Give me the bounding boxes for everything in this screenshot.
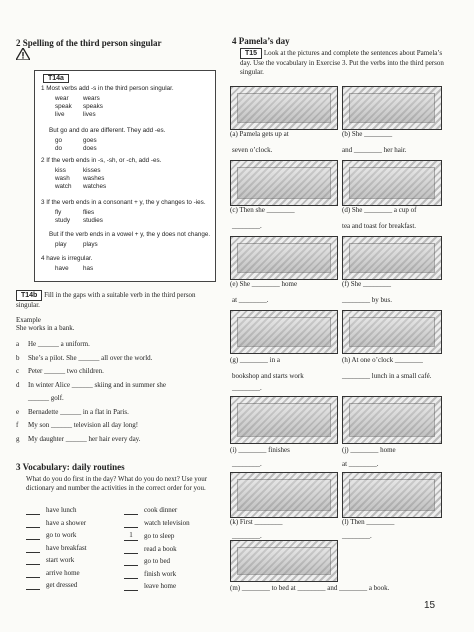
- base-verb: have: [55, 265, 69, 272]
- tag-t14a: T14a: [43, 74, 69, 83]
- caption-j1: (j) ________ home: [342, 446, 396, 454]
- routine-item[interactable]: [124, 506, 220, 515]
- rule1-words: [55, 95, 103, 119]
- exercise-item: [16, 354, 216, 363]
- word-pair: [55, 137, 97, 145]
- order-blank[interactable]: [124, 527, 138, 528]
- t14b-items: [16, 340, 216, 448]
- caption-e2: at ________.: [232, 296, 269, 304]
- caption-f2: ________ by bus.: [342, 296, 392, 304]
- section3-instruction: What do you do first in the day? What do you do next? Use your dictionary and number the activities in the correct order for you.: [26, 475, 208, 492]
- routine-label: read a book: [144, 544, 177, 553]
- word-pair: [55, 145, 97, 153]
- word-pair: [55, 209, 103, 217]
- base-verb: live: [55, 111, 65, 118]
- rule1: 1 Most verbs add -s in the third person singular.: [41, 85, 174, 92]
- example-sentence: She works in a bank.: [16, 324, 75, 332]
- order-blank[interactable]: [26, 589, 40, 590]
- picture-j: [342, 396, 442, 444]
- t14b-instruction: Fill in the gaps with a suitable verb in the third person singular.: [16, 291, 196, 309]
- routine-item[interactable]: [26, 506, 116, 515]
- base-verb: fly: [55, 209, 62, 216]
- exercise-item: [16, 435, 216, 444]
- base-verb: do: [55, 145, 63, 152]
- routine-item[interactable]: [124, 519, 220, 528]
- picture-a: [230, 86, 338, 130]
- rule2-words: [55, 167, 106, 191]
- caption-g3: ________.: [232, 384, 262, 392]
- routine-item[interactable]: [124, 570, 220, 579]
- caption-d2: tea and toast for breakfast.: [342, 222, 417, 230]
- item-text[interactable]: He ______ a uniform.: [28, 340, 90, 348]
- word-pair: [55, 265, 93, 273]
- caption-b2: and ________ her hair.: [342, 146, 407, 154]
- word-pair: [55, 95, 103, 103]
- third-person-verb: speaks: [83, 103, 103, 110]
- caption-a1: (a) Pamela gets up at: [230, 130, 289, 138]
- rule3-words: [55, 209, 103, 225]
- caption-l2: ________.: [342, 532, 372, 540]
- caption-g1: (g) ________ in a: [230, 356, 280, 364]
- routine-label: go to bed: [144, 557, 171, 565]
- third-person-verb: plays: [83, 241, 98, 248]
- picture-f: [342, 236, 442, 280]
- base-verb: study: [55, 217, 71, 224]
- picture-i: [230, 396, 338, 444]
- caption-e1: (e) She ________ home: [230, 280, 298, 288]
- grammar-box: [34, 70, 216, 282]
- page-number: 15: [424, 600, 436, 611]
- routine-item[interactable]: [26, 581, 116, 590]
- routine-label: have a shower: [46, 518, 87, 527]
- word-pair: [55, 111, 103, 119]
- order-blank[interactable]: 1: [124, 531, 138, 541]
- item-text[interactable]: My son ______ television all day long!: [28, 421, 139, 429]
- routine-label: have breakfast: [46, 543, 87, 552]
- routine-label: have lunch: [46, 506, 77, 514]
- caption-c2: ________.: [232, 222, 262, 230]
- word-pair: [55, 217, 103, 225]
- routine-item[interactable]: [26, 531, 116, 540]
- caption-c1: (c) Then she ________: [230, 206, 295, 214]
- picture-d: [342, 160, 442, 206]
- third-person-verb: washes: [83, 175, 105, 182]
- third-person-verb: lives: [83, 111, 96, 118]
- routine-list-left: [26, 506, 116, 594]
- item-letter: d: [16, 380, 20, 389]
- exercise-item: [16, 340, 216, 349]
- word-pair: [55, 103, 103, 111]
- item-text[interactable]: My daughter ______ her hair every day.: [28, 434, 141, 443]
- picture-h: [342, 310, 442, 354]
- third-person-verb: kisses: [83, 167, 101, 174]
- caption-k1: (k) First ________: [230, 518, 283, 526]
- item-letter: a: [16, 340, 20, 348]
- picture-c: [230, 160, 338, 206]
- t15-instruction: Look at the pictures and complete the sentences about Pamela’s day. Use the vocabulary in Exercise 3. Put the verbs into the third person singular.: [240, 49, 444, 76]
- third-person-verb: does: [83, 145, 97, 152]
- routine-item[interactable]: [124, 545, 220, 554]
- item-text[interactable]: Peter ______ two children.: [28, 367, 104, 375]
- caption-b1: (b) She ________: [342, 130, 393, 138]
- caption-d1: (d) She ________ a cup of: [342, 206, 417, 214]
- item-text[interactable]: She’s a pilot. She ______ all over the world.: [28, 353, 153, 362]
- item-letter: c: [16, 367, 20, 375]
- order-blank[interactable]: [26, 577, 40, 578]
- rule2: 2 If the verb ends in -s, -sh, or -ch, add -es.: [41, 157, 162, 164]
- caption-i1: (i) ________ finishes: [230, 446, 290, 454]
- warning-icon: [16, 48, 30, 60]
- caption-l1: (l) Then ________: [342, 518, 395, 526]
- base-verb: watch: [55, 183, 72, 190]
- rule1b: But go and do are different. They add -es.: [49, 127, 166, 134]
- order-blank[interactable]: [26, 514, 40, 515]
- caption-h2: ________ lunch in a small café.: [342, 372, 432, 380]
- item-letter: e: [16, 407, 20, 416]
- exercise-item: [16, 421, 216, 430]
- exercise-t15: [240, 48, 450, 77]
- picture-b: [342, 86, 442, 130]
- base-verb: wash: [55, 175, 70, 182]
- exercise-item: [16, 394, 216, 403]
- routine-label: arrive home: [46, 568, 80, 577]
- rule4-words: [55, 265, 93, 273]
- order-blank[interactable]: [124, 514, 138, 515]
- example-label: Example: [16, 316, 41, 324]
- routine-label: leave home: [144, 582, 177, 590]
- routine-label: go to sleep: [144, 532, 175, 540]
- order-blank[interactable]: [124, 553, 138, 554]
- section3-title: 3 Vocabulary: daily routines: [16, 462, 125, 472]
- routine-label: cook dinner: [144, 506, 178, 514]
- routine-item[interactable]: [124, 531, 220, 541]
- tag-t15: T15: [240, 48, 262, 59]
- picture-m: [230, 540, 338, 582]
- word-pair: [55, 241, 98, 249]
- caption-i2: ________.: [232, 460, 262, 468]
- routine-item[interactable]: [26, 519, 116, 528]
- item-text[interactable]: ______ golf.: [28, 394, 64, 402]
- third-person-verb: watches: [83, 183, 107, 190]
- routine-list-right: [124, 506, 220, 595]
- order-blank[interactable]: [26, 552, 40, 553]
- routine-item[interactable]: [26, 544, 116, 553]
- third-person-verb: goes: [83, 137, 97, 144]
- item-text[interactable]: Bernadette ______ in a flat in Paris.: [28, 407, 129, 416]
- third-person-verb: has: [83, 265, 94, 272]
- order-blank[interactable]: [124, 565, 138, 566]
- word-pair: [55, 175, 106, 183]
- picture-l: [342, 472, 442, 518]
- base-verb: go: [55, 137, 63, 144]
- base-verb: play: [55, 241, 67, 248]
- exercise-item: [16, 367, 216, 376]
- item-letter: f: [16, 421, 19, 429]
- base-verb: wear: [55, 95, 69, 102]
- rule3: 3 If the verb ends in a consonant + y, the y changes to -ies.: [41, 199, 206, 206]
- caption-g2: bookshop and starts work: [232, 372, 304, 380]
- exercise-item: [16, 381, 216, 390]
- exercise-t14b: [16, 290, 216, 310]
- routine-label: start work: [46, 556, 75, 564]
- order-blank[interactable]: [124, 590, 138, 591]
- rule3b: But if the verb ends in a vowel + y, the y does not change.: [49, 231, 211, 238]
- routine-label: finish work: [144, 569, 177, 578]
- routine-item[interactable]: [124, 557, 220, 566]
- base-verb: speak: [55, 103, 72, 110]
- item-letter: [16, 394, 28, 403]
- item-letter: b: [16, 353, 20, 362]
- caption-a2: seven o’clock.: [232, 146, 273, 154]
- rule3b-words: [55, 241, 98, 249]
- caption-j2: at ________.: [342, 460, 379, 468]
- word-pair: [55, 167, 106, 175]
- third-person-verb: flies: [83, 209, 95, 216]
- routine-label: go to work: [46, 531, 77, 539]
- base-verb: kiss: [55, 167, 66, 174]
- order-blank[interactable]: [124, 578, 138, 579]
- tag-t14b: T14b: [16, 290, 42, 301]
- third-person-verb: studies: [83, 217, 103, 224]
- routine-item[interactable]: [124, 582, 220, 591]
- rule1b-words: [55, 137, 97, 153]
- word-pair: [55, 183, 106, 191]
- caption-f1: (f) She ________: [342, 280, 391, 288]
- picture-e: [230, 236, 338, 280]
- rule4: 4 have is irregular.: [41, 255, 93, 262]
- section2-title: 2 Spelling of the third person singular: [16, 38, 162, 48]
- picture-g: [230, 310, 338, 354]
- order-blank[interactable]: [26, 564, 40, 565]
- third-person-verb: wears: [83, 95, 100, 102]
- picture-k: [230, 472, 338, 518]
- routine-item[interactable]: [26, 569, 116, 578]
- order-blank[interactable]: [26, 539, 40, 540]
- routine-label: get dressed: [46, 581, 78, 589]
- caption-k2: ________.: [232, 532, 262, 540]
- section4-title: 4 Pamela’s day: [232, 36, 290, 46]
- item-text[interactable]: In winter Alice ______ skiing and in summer she: [28, 380, 167, 389]
- order-blank[interactable]: [26, 527, 40, 528]
- caption-h1: (h) At one o’clock ________: [342, 356, 423, 364]
- exercise-item: [16, 408, 216, 417]
- routine-item[interactable]: [26, 556, 116, 565]
- routine-label: watch television: [144, 518, 190, 527]
- item-letter: g: [16, 434, 20, 443]
- caption-m1: (m) ________ to bed at ________ and ________ a book.: [230, 584, 390, 592]
